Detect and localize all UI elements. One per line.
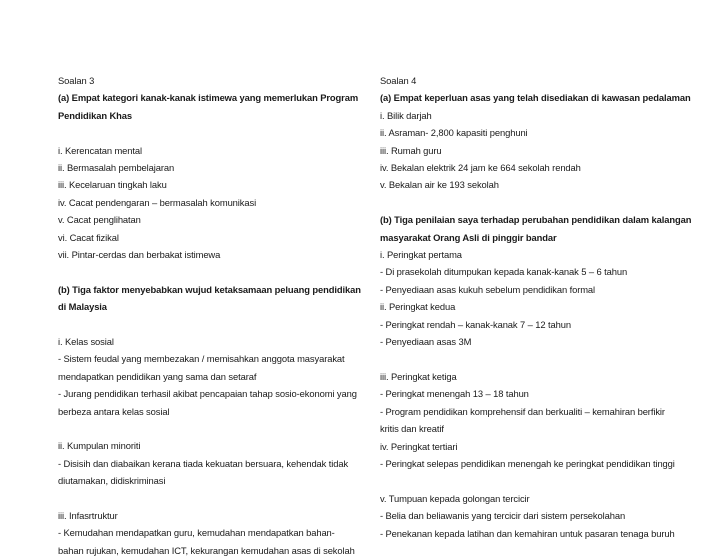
list-item: ii. Bermasalah pembelajaran bbox=[58, 162, 175, 174]
soalan-4-heading-b-line-1: (b) Tiga penilaian saya terhadap perubahan pendidikan dalam kalangan bbox=[380, 214, 692, 226]
section-line: berbeza antara kelas sosial bbox=[58, 405, 170, 417]
section-line: - Jurang pendidikan terhasil akibat pencapaian tahap sosio-ekonomi yang bbox=[58, 388, 357, 400]
section-line: - Di prasekolah ditumpukan kepada kanak-kanak 5 – 6 tahun bbox=[380, 266, 628, 278]
section-line: - Disisih dan diabaikan kerana tiada kekuatan bersuara, kehendak tidak bbox=[58, 457, 349, 469]
list-item: vii. Pintar-cerdas dan berbakat istimewa bbox=[58, 249, 221, 261]
section-line: mendapatkan pendidikan yang sama dan setaraf bbox=[58, 370, 257, 382]
section-line: iv. Peringkat tertiari bbox=[380, 440, 458, 452]
section-line: kritis dan kreatif bbox=[380, 423, 444, 435]
soalan-4-column bbox=[380, 72, 692, 542]
section-line: bahan rujukan, kemudahan ICT, kekurangan kemudahan asas di sekolah bbox=[58, 544, 355, 556]
section-line: iii. Infasrtruktur bbox=[58, 510, 118, 522]
section-line: ii. Kumpulan minoriti bbox=[58, 440, 141, 452]
section-line: - Peringkat menengah 13 – 18 tahun bbox=[380, 388, 529, 400]
section-line: - Peringkat selepas pendidikan menengah ke peringkat pendidikan tinggi bbox=[380, 457, 675, 469]
soalan-3-heading-b-line-1: (b) Tiga faktor menyebabkan wujud ketaksamaan peluang pendidikan bbox=[58, 283, 361, 295]
soalan-4-heading-b-line-2: masyarakat Orang Asli di pinggir bandar bbox=[380, 231, 557, 243]
soalan-3-heading-b-line-2: di Malaysia bbox=[58, 301, 107, 313]
section-line: - Kemudahan mendapatkan guru, kemudahan mendapatkan bahan- bbox=[58, 527, 335, 539]
soalan-3-heading-a-line-2: Pendidikan Khas bbox=[58, 109, 133, 121]
list-item: ii. Asraman- 2,800 kapasiti penghuni bbox=[380, 127, 528, 139]
section-line: v. Tumpuan kepada golongan tercicir bbox=[380, 492, 530, 504]
list-item: v. Bekalan air ke 193 sekolah bbox=[380, 179, 499, 191]
list-item: i. Kerencatan mental bbox=[58, 144, 142, 156]
list-item: v. Cacat penglihatan bbox=[58, 214, 141, 226]
section-line: - Penyediaan asas kukuh sebelum pendidikan formal bbox=[380, 283, 596, 295]
soalan-3-column bbox=[58, 72, 374, 559]
list-item: i. Bilik darjah bbox=[380, 109, 432, 121]
section-line: ii. Peringkat kedua bbox=[380, 301, 456, 313]
list-item: iii. Kecelaruan tingkah laku bbox=[58, 179, 167, 191]
soalan-4-title: Soalan 4 bbox=[380, 75, 417, 86]
list-item: iv. Bekalan elektrik 24 jam ke 664 sekolah rendah bbox=[380, 162, 581, 174]
section-line: - Penekanan kepada latihan dan kemahiran untuk pasaran tenaga buruh bbox=[380, 527, 675, 539]
soalan-3-heading-a-line-1: (a) Empat kategori kanak-kanak istimewa yang memerlukan Program bbox=[58, 92, 359, 104]
section-line: iii. Peringkat ketiga bbox=[380, 370, 457, 382]
section-line: - Peringkat rendah – kanak-kanak 7 – 12 tahun bbox=[380, 318, 571, 330]
section-line: - Penyediaan asas 3M bbox=[380, 336, 472, 348]
section-line: - Sistem feudal yang membezakan / memisahkan anggota masyarakat bbox=[58, 353, 345, 365]
list-item: iv. Cacat pendengaran – bermasalah komunikasi bbox=[58, 196, 257, 208]
soalan-4-heading-a: (a) Empat keperluan asas yang telah disediakan di kawasan pedalaman bbox=[380, 92, 691, 104]
list-item: vi. Cacat fizikal bbox=[58, 231, 119, 243]
section-line: i. Peringkat pertama bbox=[380, 249, 462, 261]
section-line: i. Kelas sosial bbox=[58, 336, 114, 348]
section-line: - Program pendidikan komprehensif dan berkualiti – kemahiran berfikir bbox=[380, 405, 665, 417]
section-line: diutamakan, didiskriminasi bbox=[58, 475, 166, 487]
list-item: iii. Rumah guru bbox=[380, 144, 442, 156]
section-line: - Belia dan beliawanis yang tercicir dari sistem persekolahan bbox=[380, 510, 626, 522]
soalan-3-title: Soalan 3 bbox=[58, 75, 95, 86]
